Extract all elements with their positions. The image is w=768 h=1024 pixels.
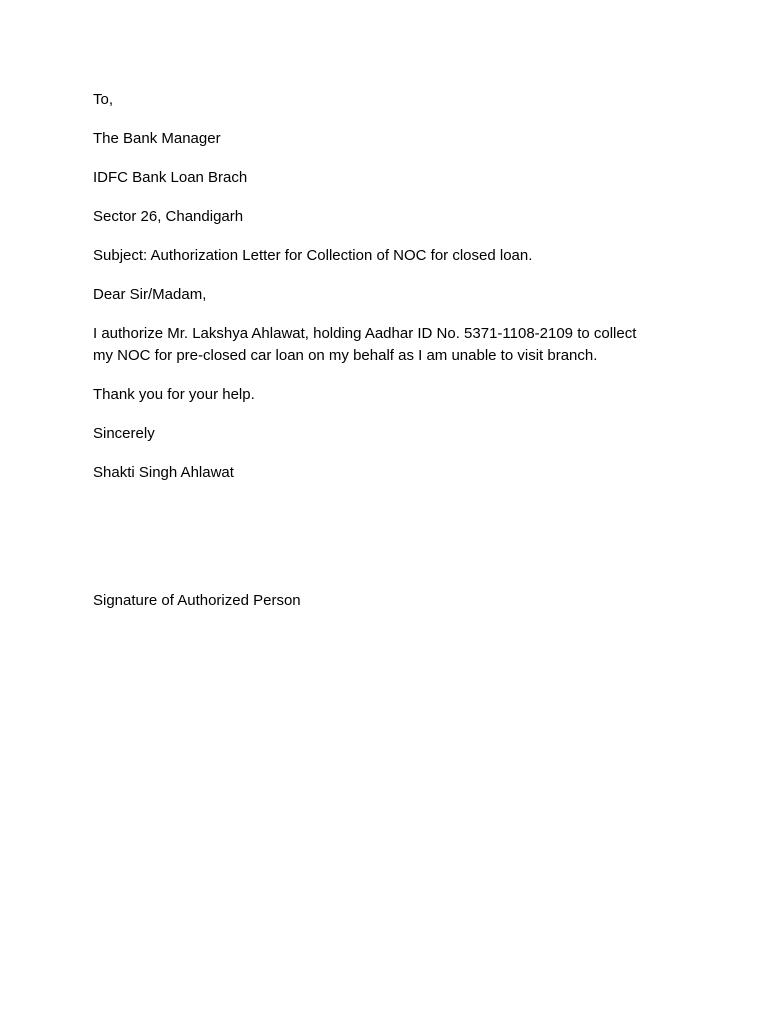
salutation-to: To, <box>93 91 114 108</box>
recipient-title: The Bank Manager <box>93 130 221 147</box>
recipient-branch: IDFC Bank Loan Brach <box>93 169 248 186</box>
letter-subject: Subject: Authorization Letter for Collection of NOC for closed loan. <box>93 247 533 264</box>
signature-label: Signature of Authorized Person <box>93 592 301 609</box>
authorization-letter <box>93 89 653 629</box>
letter-greeting: Dear Sir/Madam, <box>93 286 207 303</box>
letter-closing: Sincerely <box>93 425 155 442</box>
letter-thanks: Thank you for your help. <box>93 386 255 403</box>
recipient-address: Sector 26, Chandigarh <box>93 208 244 225</box>
signature-space <box>93 501 653 590</box>
sender-name: Shakti Singh Ahlawat <box>93 464 234 481</box>
letter-body: I authorize Mr. Lakshya Ahlawat, holding Aadhar ID No. 5371-1108-2109 to collect my NOC for pre-closed car loan on my behalf as I am unable to visit branch. <box>93 325 637 364</box>
